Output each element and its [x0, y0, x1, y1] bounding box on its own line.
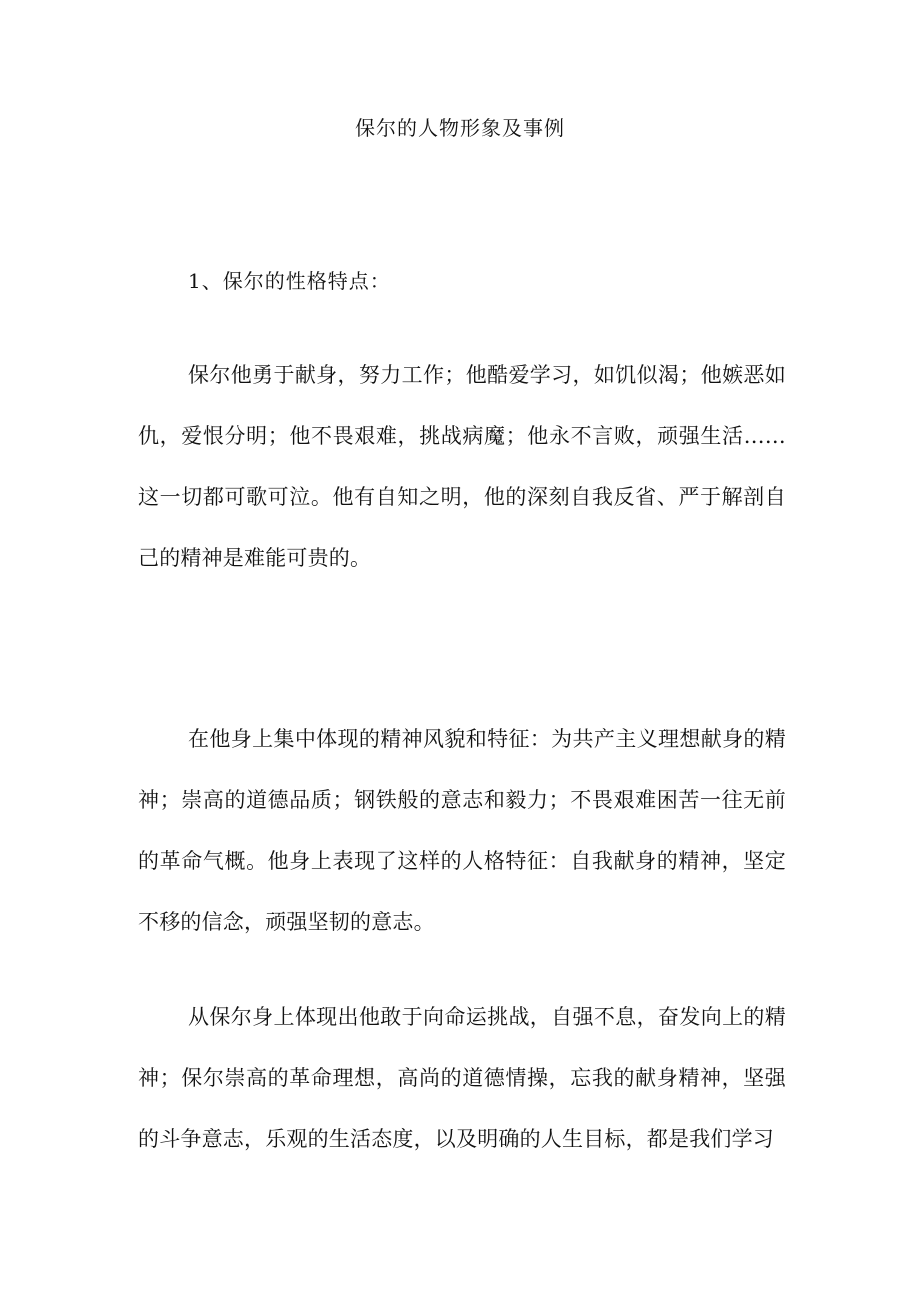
paragraph-lessons: 从保尔身上体现出他敢于向命运挑战，自强不息，奋发向上的精神；保尔崇高的革命理想，高尚的道德情操，忘我的献身精神，坚强的斗争意志，乐观的生活态度，以及明确的人生目标，都是我们学习 — [138, 1005, 786, 1151]
document-title: 保尔的人物形象及事例 — [355, 116, 565, 140]
section-heading: 1、保尔的性格特点： — [188, 269, 391, 293]
paragraph-character-traits: 保尔他勇于献身，努力工作；他酷爱学习，如饥似渴；他嫉恶如仇，爱恨分明；他不畏艰难，挑战病魔；他永不言败，顽强生活……这一切都可歌可泣。他有自知之明，他的深刻自我反省、严于解剖自己的精神是难能可贵的。 — [138, 363, 786, 570]
paragraph-spiritual-features: 在他身上集中体现的精神风貌和特征：为共产主义理想献身的精神；崇高的道德品质；钢铁般的意志和毅力；不畏艰难困苦一往无前的革命气概。他身上表现了这样的人格特征：自我献身的精神，坚定不移的信念，顽强坚韧的意志。 — [138, 727, 786, 934]
